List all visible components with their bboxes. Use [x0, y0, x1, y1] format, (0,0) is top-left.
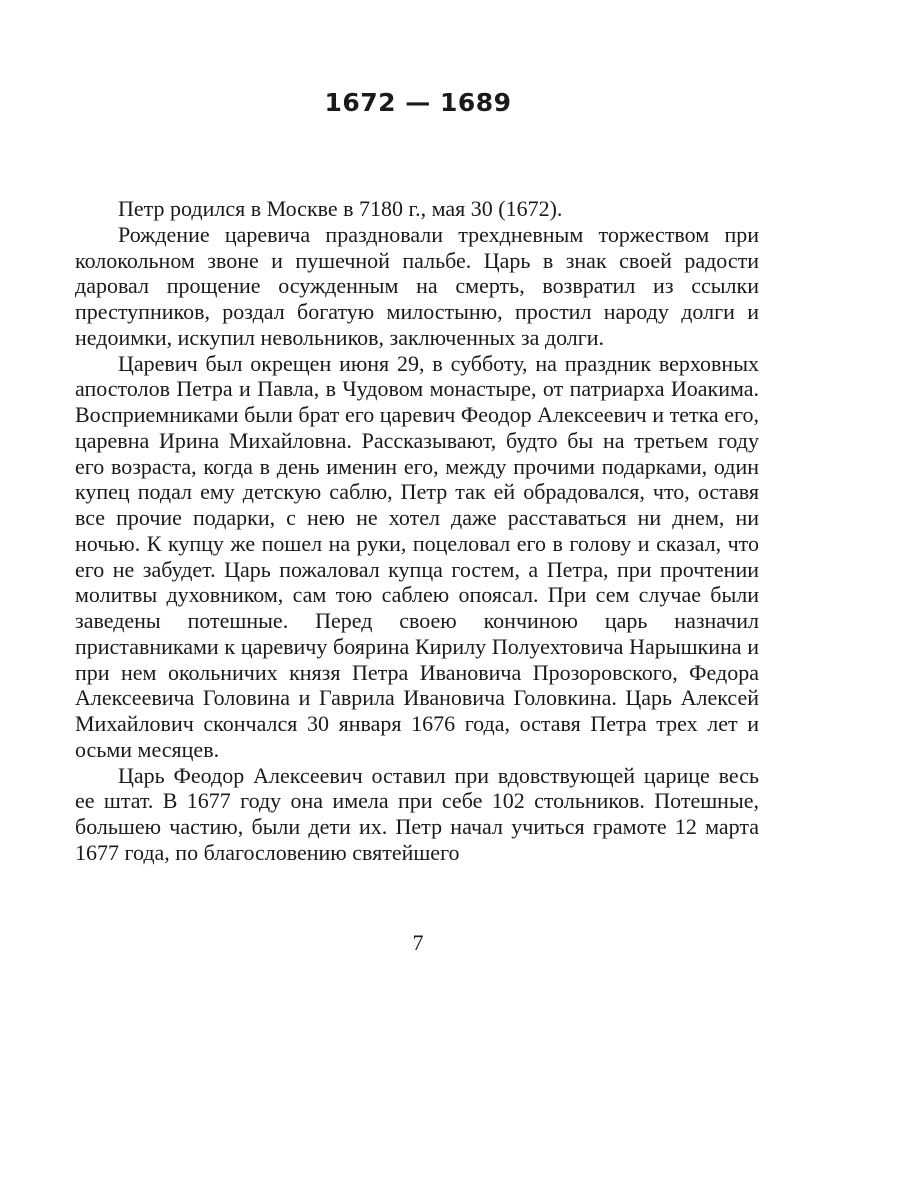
paragraph-birth: Петр родился в Москве в 7180 г., мая 30 (1672).: [118, 196, 563, 221]
page-number: 7: [412, 930, 424, 955]
page-title: 1672 — 1689: [324, 88, 512, 117]
paragraph-celebration: Рождение царевича праздновали трехдневным торжеством при колокольном звоне и пушечной пальбе. Царь в знак своей радости даровал прощение осужденным на смерть, возвратил из ссылки преступников, роздал богатую милостыню, простил народу долги и недоимки, искупил невольников, заключенных за долги.: [75, 221, 759, 350]
paragraph-education: Царь Феодор Алексеевич оставил при вдовствующей царице весь ее штат. В 1677 году она имела при себе 102 стольников. Потешные, большею частию, были дети их. Петр начал учиться грамоте 12 марта 1677 года, по благословению святейшего: [75, 762, 759, 865]
paragraph-baptism: Царевич был окрещен июня 29, в субботу, на праздник верховных апостолов Петра и Павла, в Чудовом монастыре, от патриарха Иоакима. Восприемниками были брат его царевич Феодор Алексеевич и тетка его, царевна Ирина Михайловна. Рассказывают, будто бы на третьем году его возраста, когда в день именин его, между прочими подарками, один купец подал ему детскую саблю, Петр так ей обрадовался, что, оставя все прочие подарки, с нею не хотел даже расставаться ни днем, ни ночью. К купцу же пошел на руки, поцеловал его в голову и сказал, что его не забудет. Царь пожаловал купца гостем, а Петра, при прочтении молитвы духовником, сам тою саблею опоясал. При сем случае были заведены потешные. Перед своею кончиною царь назначил приставниками к царевичу боярина Кирилу Полуехтовича Нарышкина и при нем окольничих князя Петра Ивановича Прозоровского, Федора Алексеевича Головина и Гаврила Ивановича Головкина. Царь Алексей Михайлович скончался 30 января 1676 года, оставя Петра трех лет и осьми месяцев.: [75, 350, 759, 762]
body-text: [75, 196, 759, 866]
